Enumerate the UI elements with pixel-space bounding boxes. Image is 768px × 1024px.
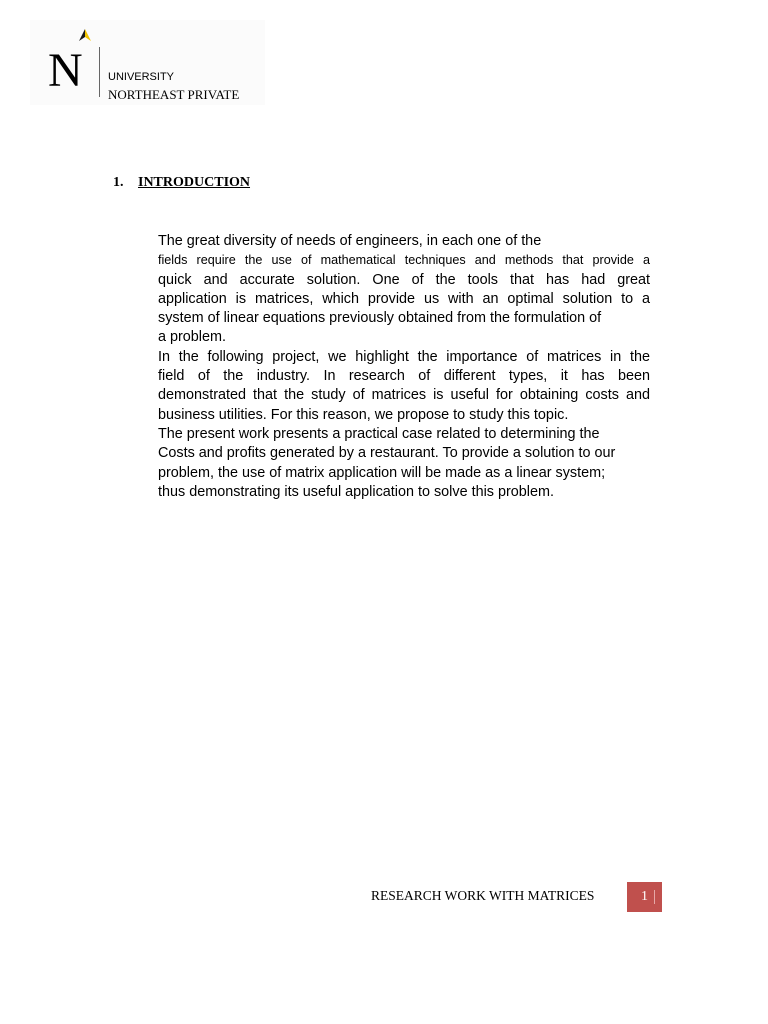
body-line: demonstrated that the study of matrices is useful for obtaining costs and xyxy=(158,387,650,404)
body-line: The great diversity of needs of engineers, in each one of the xyxy=(158,233,542,249)
page-number-box xyxy=(627,882,662,912)
body-line: field of the industry. In research of different types, it has been xyxy=(158,368,650,385)
body-line: business utilities. For this reason, we propose to study this topic. xyxy=(158,406,569,423)
body-line: application is matrices, which provide us with an optimal solution to a xyxy=(158,290,650,307)
logo-university-name: NORTHEAST PRIVATE xyxy=(108,87,240,102)
body-line: thus demonstrating its useful application to solve this problem. xyxy=(158,483,554,500)
university-logo xyxy=(30,20,265,105)
body-line: In the following project, we highlight the importance of matrices in the xyxy=(158,348,650,365)
body-line: a problem. xyxy=(158,329,226,346)
page-box-divider xyxy=(654,890,655,904)
body-line: problem, the use of matrix application will be made as a linear system; xyxy=(158,464,606,481)
section-title: INTRODUCTION xyxy=(138,175,251,190)
body-line: Costs and profits generated by a restaurant. To provide a solution to our xyxy=(158,445,616,462)
body-line: fields require the use of mathematical techniques and methods that provide a xyxy=(158,253,650,268)
body-line: system of linear equations previously obtained from the formulation of xyxy=(158,310,602,327)
introduction-body xyxy=(158,232,650,502)
logo-letter: N xyxy=(48,44,83,97)
logo-university-label: UNIVERSITY xyxy=(108,71,175,83)
body-line: The present work presents a practical case related to determining the xyxy=(158,425,600,442)
section-number: 1. xyxy=(113,175,124,190)
footer-title: RESEARCH WORK WITH MATRICES xyxy=(371,888,595,903)
body-line: quick and accurate solution. One of the tools that has had great xyxy=(158,271,650,288)
section-heading xyxy=(113,174,250,192)
logo-arrow-icon xyxy=(78,28,92,42)
page-number: 1 xyxy=(641,889,648,904)
logo-divider xyxy=(99,47,100,97)
